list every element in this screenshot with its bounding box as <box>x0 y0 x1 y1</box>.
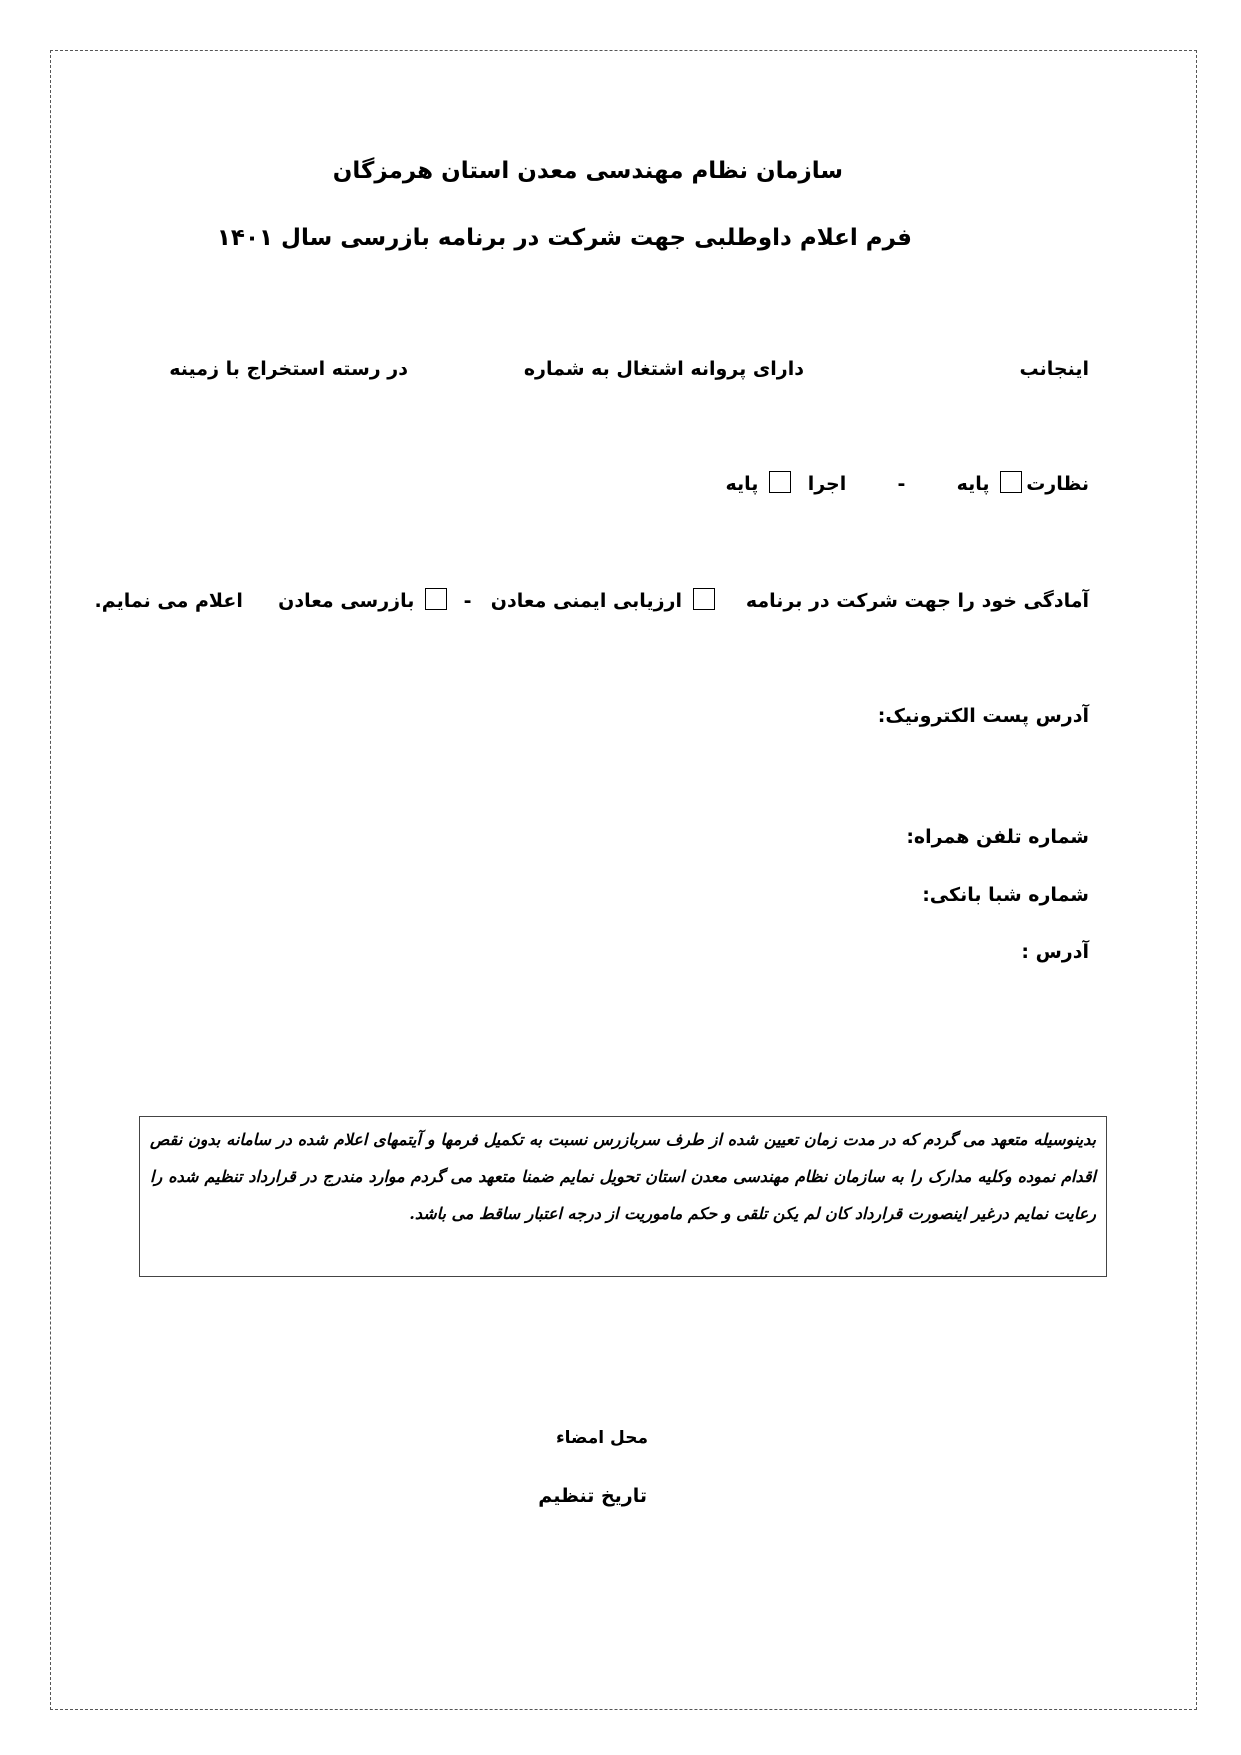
sheba-label: شماره شبا بانکی: <box>922 884 1089 906</box>
execution-grade: پایه <box>725 473 759 495</box>
page-border <box>50 50 1197 1710</box>
supervision-label: نظارت <box>1026 473 1089 495</box>
qualification-separator: - <box>897 473 906 495</box>
safety-evaluation-checkbox[interactable] <box>693 588 715 610</box>
mine-inspection-checkbox[interactable] <box>425 588 447 610</box>
readiness-prefix: آمادگی خود را جهت شرکت در برنامه <box>745 590 1089 612</box>
address-label: آدرس : <box>1021 941 1089 963</box>
safety-evaluation-label: ارزیابی ایمنی معادن <box>490 590 682 612</box>
readiness-suffix: اعلام می نمایم. <box>94 590 243 612</box>
license-label: دارای پروانه اشتغال به شماره <box>523 358 804 380</box>
mine-inspection-label: بازرسی معادن <box>278 590 415 612</box>
email-label: آدرس پست الکترونیک: <box>877 705 1089 727</box>
commitment-text: بدینوسیله متعهد می گردم که در مدت زمان تعیین شده از طرف سربازرس نسبت به تکمیل فرمها و آیتمهای اعلام شده در سامانه بدون نقص اقدام نموده وکلیه مدارک را به سازمان نظام مهندسی معدن استان تحویل نمایم ضمنا متعهد می گردم موارد مندرج در قرارداد تنظیم شده را رعایت نمایم درغیر اینصورت قرارداد کان لم یکن تلقی و حکم ماموریت از درجه اعتبار ساقط می باشد. <box>150 1130 1096 1223</box>
execution-checkbox[interactable] <box>769 471 791 493</box>
supervision-grade: پایه <box>956 473 990 495</box>
signature-label: محل امضاء <box>555 1428 648 1448</box>
date-label: تاریخ تنظیم <box>538 1485 647 1507</box>
qualifications-row <box>726 471 1090 495</box>
field-label: در رسته استخراج با زمینه <box>169 358 408 380</box>
supervision-checkbox[interactable] <box>1000 471 1022 493</box>
applicant-label: اینجانب <box>1019 358 1089 380</box>
form-title: فرم اعلام داوطلبی جهت شرکت در برنامه بازرسی سال ۱۴۰۱ <box>216 225 912 251</box>
commitment-box <box>139 1116 1107 1277</box>
readiness-separator: - <box>463 590 472 612</box>
organization-title: سازمان نظام مهندسی معدن استان هرمزگان <box>332 158 843 184</box>
execution-label: اجرا <box>807 473 847 495</box>
readiness-row <box>95 588 1089 612</box>
mobile-label: شماره تلفن همراه: <box>906 826 1089 848</box>
